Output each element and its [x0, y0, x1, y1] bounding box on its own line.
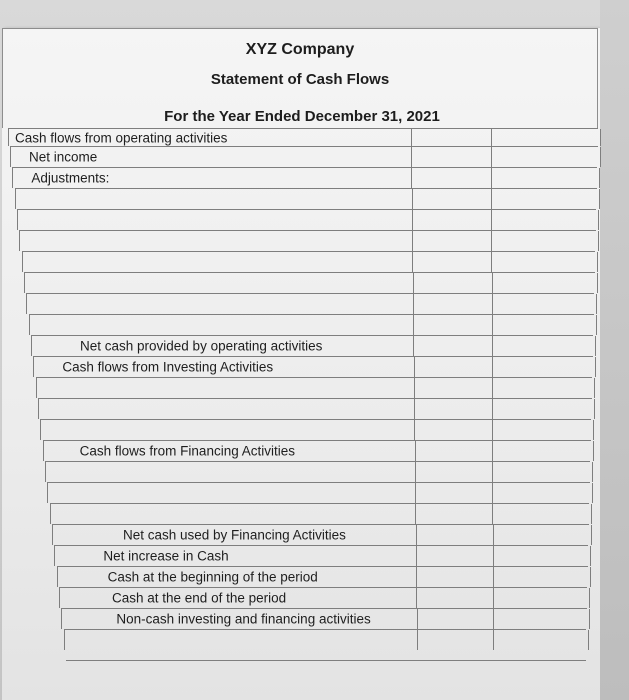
amount-cell[interactable]: [411, 168, 492, 188]
total-cell[interactable]: [492, 378, 595, 398]
amount-cell[interactable]: [417, 609, 494, 629]
total-cell[interactable]: [491, 189, 599, 209]
table-row: [64, 629, 587, 650]
total-cell[interactable]: [492, 336, 596, 356]
row-label: Net cash used by Financing Activities: [123, 527, 346, 543]
row-label: Net income: [29, 149, 98, 165]
row-label: Cash at the end of the period: [112, 590, 287, 606]
amount-cell[interactable]: [414, 357, 493, 377]
table-row: [29, 314, 594, 335]
total-cell[interactable]: [492, 462, 593, 482]
amount-cell[interactable]: [412, 189, 493, 209]
table-row: [17, 209, 596, 230]
table-row: [54, 545, 588, 566]
amount-cell[interactable]: [413, 315, 493, 335]
table-row: [12, 167, 597, 188]
amount-cell[interactable]: [414, 420, 493, 440]
table-row: [57, 566, 588, 587]
total-cell[interactable]: [491, 168, 600, 188]
table-row: [22, 251, 596, 272]
amount-cell[interactable]: [411, 147, 492, 167]
table-row: [36, 377, 593, 398]
total-cell[interactable]: [492, 357, 596, 377]
row-label: Cash flows from Investing Activities: [62, 359, 274, 375]
amount-cell[interactable]: [414, 378, 493, 398]
total-cell[interactable]: [493, 588, 591, 608]
table-row: [8, 128, 598, 146]
row-label: Cash flows from operating activities: [15, 130, 228, 145]
total-cell[interactable]: [492, 294, 598, 314]
table-row: [61, 608, 587, 629]
amount-cell[interactable]: [415, 441, 494, 461]
amount-cell[interactable]: [414, 399, 493, 419]
row-label: Cash flows from Financing Activities: [79, 443, 295, 459]
table-row: [24, 272, 595, 293]
amount-cell[interactable]: [412, 252, 492, 272]
amount-cell[interactable]: [413, 294, 493, 314]
row-label: Non-cash investing and financing activities: [116, 611, 371, 627]
table-row: [38, 398, 592, 419]
total-cell[interactable]: [492, 420, 594, 440]
table-row: [31, 335, 593, 356]
amount-cell[interactable]: [415, 483, 493, 503]
amount-cell[interactable]: [416, 567, 494, 587]
total-cell[interactable]: [492, 273, 598, 293]
total-cell[interactable]: [492, 504, 592, 524]
total-cell[interactable]: [492, 483, 593, 503]
amount-cell[interactable]: [416, 546, 494, 566]
table-row: [43, 440, 591, 461]
table-bottom-border: [66, 660, 586, 661]
amount-cell[interactable]: [413, 273, 493, 293]
table-row: [45, 461, 590, 482]
row-label: Net increase in Cash: [103, 548, 229, 564]
total-cell[interactable]: [493, 630, 590, 650]
amount-cell[interactable]: [412, 231, 492, 251]
amount-cell[interactable]: [411, 129, 492, 146]
table-row: [47, 482, 590, 503]
table-row: [26, 293, 594, 314]
amount-cell[interactable]: [416, 588, 493, 608]
total-cell[interactable]: [493, 609, 590, 629]
row-label: Cash at the beginning of the period: [107, 569, 318, 585]
amount-cell[interactable]: [413, 336, 492, 356]
statement-period: For the Year Ended December 31, 2021: [164, 108, 440, 125]
total-cell[interactable]: [493, 525, 592, 545]
amount-cell[interactable]: [412, 210, 492, 230]
total-cell[interactable]: [491, 129, 601, 146]
table-row: [33, 356, 592, 377]
table-row: [52, 524, 589, 545]
row-label: Net cash provided by operating activities: [80, 338, 323, 354]
table-row: [10, 146, 598, 167]
total-cell[interactable]: [493, 567, 591, 587]
total-cell[interactable]: [491, 210, 599, 230]
total-cell[interactable]: [492, 315, 597, 335]
table-row: [50, 503, 590, 524]
table-row: [40, 419, 591, 440]
amount-cell[interactable]: [416, 525, 494, 545]
table-row: [19, 230, 595, 251]
statement-title: Statement of Cash Flows: [210, 71, 390, 88]
amount-cell[interactable]: [415, 504, 493, 524]
total-cell[interactable]: [492, 441, 594, 461]
total-cell[interactable]: [493, 546, 592, 566]
company-name: XYZ Company: [245, 41, 355, 58]
total-cell[interactable]: [491, 231, 598, 251]
total-cell[interactable]: [492, 399, 595, 419]
row-label: Adjustments:: [31, 170, 110, 186]
amount-cell[interactable]: [417, 630, 494, 650]
total-cell[interactable]: [491, 252, 598, 272]
table-row: [15, 188, 597, 209]
table-row: [59, 587, 587, 608]
total-cell[interactable]: [491, 147, 601, 167]
amount-cell[interactable]: [415, 462, 493, 482]
